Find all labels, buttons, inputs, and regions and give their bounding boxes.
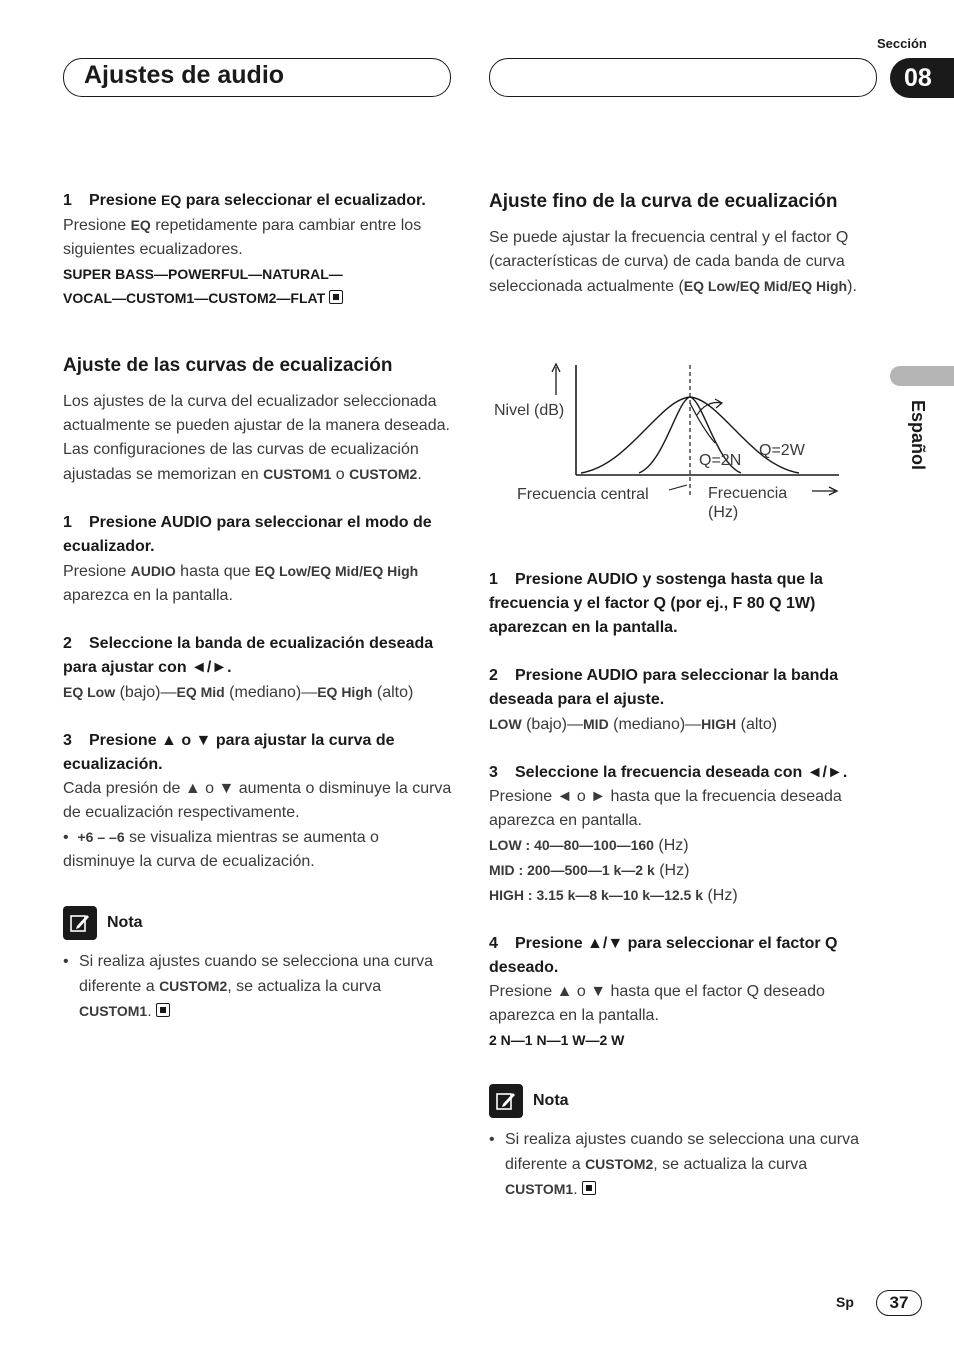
page-title: Ajustes de audio	[84, 61, 285, 89]
left-step1-title: 1 Presione EQ para seleccionar el ecualizador.	[63, 192, 426, 209]
high-range: HIGH : 3.15 k—8 k—10 k—12.5 k (Hz)	[489, 887, 738, 904]
side-language-label: Español	[908, 400, 928, 471]
stop-icon	[582, 1181, 596, 1195]
left-s1-body: Presione AUDIO hasta que EQ Low/EQ Mid/EQ High aparezca en la pantalla.	[63, 563, 419, 604]
right-s2-title: 2 Presione AUDIO para seleccionar la banda deseada para el ajuste.	[489, 667, 839, 708]
footer-language-code: Sp	[836, 1294, 854, 1310]
side-tab-marker	[890, 366, 954, 386]
left-nota-text: • Si realiza ajustes cuando se selecciona una curva diferente a CUSTOM2, se actualiza la curva CUSTOM1.	[63, 953, 433, 1020]
note-pencil-icon	[489, 1084, 523, 1118]
left-step1-body: Presione EQ repetidamente para cambiar entre los siguientes ecualizadores.	[63, 217, 422, 258]
left-s1-title: 1 Presione AUDIO para seleccionar el modo de ecualizador.	[63, 514, 432, 555]
left-intro: Los ajustes de la curva del ecualizador seleccionada actualmente se pueden ajustar de la manera deseada. Las configuraciones de las curvas de ecualización ajustadas se memorizan en CUSTOM1 o CUSTOM2.	[63, 393, 450, 483]
right-s2-body: LOW (bajo)—MID (mediano)—HIGH (alto)	[489, 716, 778, 733]
low-range: LOW : 40—80—100—160 (Hz)	[489, 837, 689, 854]
frequency-unit-label: (Hz)	[708, 504, 739, 521]
page-number: 37	[876, 1290, 922, 1316]
q2w-label: Q=2W	[759, 442, 805, 459]
center-frequency-label: Frecuencia central	[517, 486, 649, 503]
frequency-label: Frecuencia	[708, 485, 788, 502]
eq-list-line2: VOCAL—CUSTOM1—CUSTOM2—FLAT	[63, 286, 455, 310]
header-blank-box	[489, 58, 877, 97]
left-s3-title: 3 Presione ▲ o ▼ para ajustar la curva de ecualización.	[63, 732, 395, 773]
left-s2-title: 2 Seleccione la banda de ecualización deseada para ajustar con ◄/►.	[63, 635, 434, 676]
left-s2-body: EQ Low (bajo)—EQ Mid (mediano)—EQ High (alto)	[63, 684, 414, 701]
note-pencil-icon	[63, 906, 97, 940]
right-s3-title: 3 Seleccione la frecuencia deseada con ◄/►.	[489, 764, 848, 781]
section-label: Sección	[877, 36, 927, 51]
right-s4-title: 4 Presione ▲/▼ para seleccionar el factor Q deseado.	[489, 935, 838, 976]
right-nota-header: Nota	[489, 1084, 881, 1118]
stop-icon	[329, 290, 343, 304]
q-adjust-arrow-head	[715, 399, 722, 408]
left-s3-body: Cada presión de ▲ o ▼ aumenta o disminuye la curva de ecualización respectivamente.	[63, 780, 452, 821]
left-column	[63, 188, 455, 1024]
section-number: 08	[890, 58, 954, 98]
left-nota-header: Nota	[63, 906, 455, 940]
stop-icon	[156, 1003, 170, 1017]
left-heading: Ajuste de las curvas de ecualización	[63, 355, 393, 376]
right-intro: Se puede ajustar la frecuencia central y el factor Q (características de curva) de cada banda de curva seleccionada actualmente (EQ Low/EQ Mid/EQ High).	[489, 229, 857, 295]
right-column-steps	[489, 568, 881, 1202]
mid-range: MID : 200—500—1 k—2 k (Hz)	[489, 862, 690, 879]
right-column	[489, 190, 881, 299]
eq-curve-diagram	[489, 355, 881, 530]
right-s3-body: Presione ◄ o ► hasta que la frecuencia deseada aparezca en pantalla.	[489, 788, 842, 829]
header-title-box	[63, 58, 451, 97]
right-nota-text: • Si realiza ajustes cuando se selecciona una curva diferente a CUSTOM2, se actualiza la curva CUSTOM1.	[489, 1131, 859, 1198]
center-label-tick	[669, 485, 687, 490]
q-factor-list: 2 N—1 N—1 W—2 W	[489, 1032, 625, 1048]
right-s4-body: Presione ▲ o ▼ hasta que el factor Q deseado aparezca en la pantalla.	[489, 983, 825, 1024]
q2n-label: Q=2N	[699, 452, 742, 469]
right-s1-title: 1 Presione AUDIO y sostenga hasta que la frecuencia y el factor Q (por ej., F 80 Q 1W) aparezcan en la pantalla.	[489, 571, 823, 636]
right-heading: Ajuste fino de la curva de ecualización	[489, 191, 838, 212]
eq-list-line1: SUPER BASS—POWERFUL—NATURAL—	[63, 266, 343, 282]
left-s3-bullet: • +6 – –6 se visualiza mientras se aumenta o disminuye la curva de ecualización.	[63, 829, 379, 870]
level-label: Nivel (dB)	[494, 402, 565, 419]
